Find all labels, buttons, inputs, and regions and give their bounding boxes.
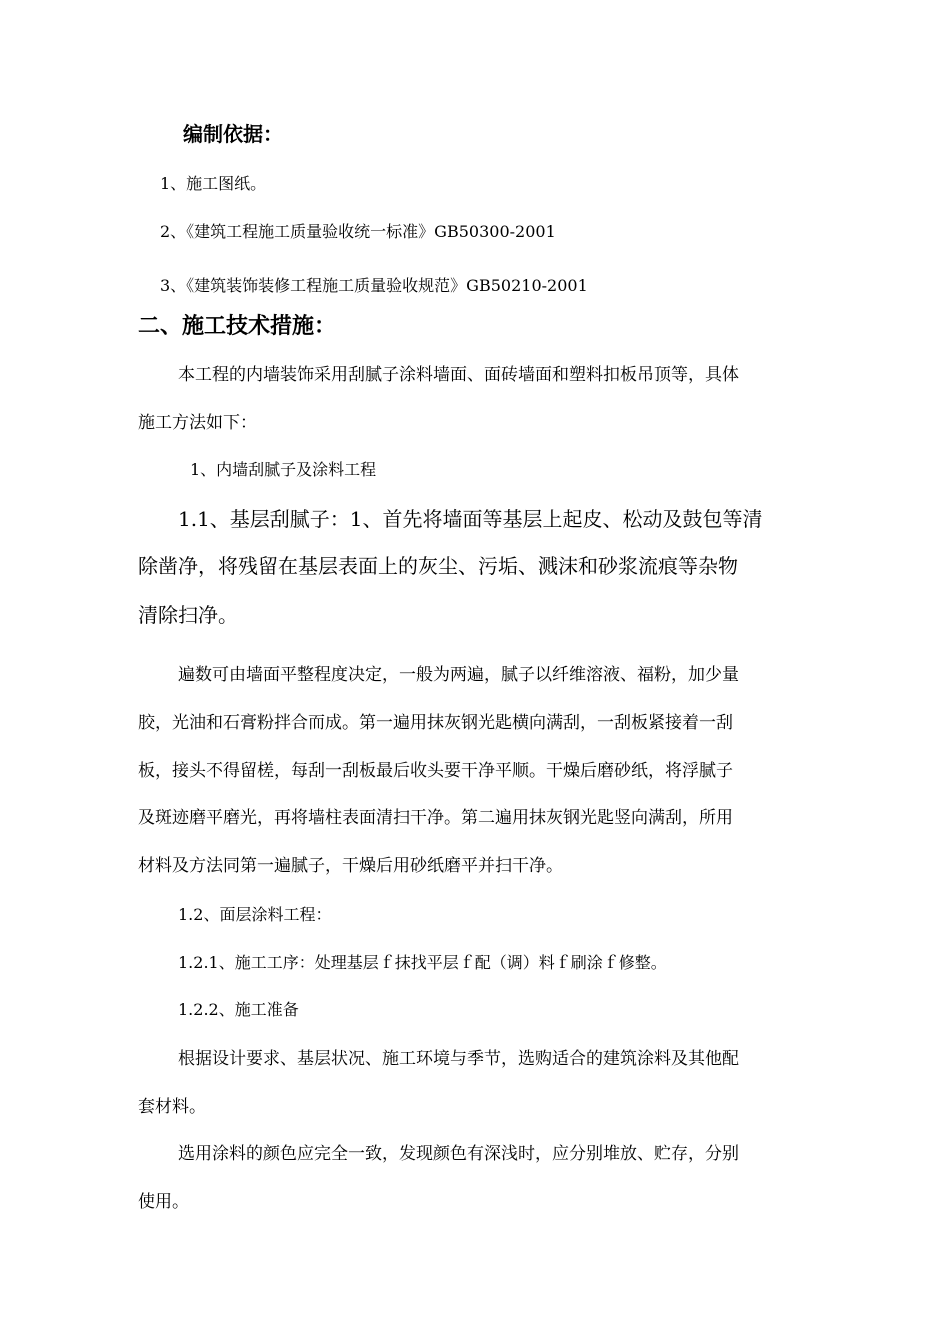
color-line-2: 使用。 — [138, 1192, 189, 1212]
basis-item-1: 1、施工图纸。 — [160, 174, 267, 193]
item122-line: 1.2.2、施工准备 — [178, 1000, 299, 1019]
putty-line-5: 材料及方法同第一遍腻子，干燥后用砂纸磨平并扫干净。 — [138, 856, 563, 876]
item12-title: 1.2、面层涂料工程： — [178, 905, 332, 924]
color-line-1: 选用涂料的颜色应完全一致，发现颜色有深浅时，应分别堆放、贮存，分别 — [178, 1144, 739, 1164]
putty-line-3: 板，接头不得留槎，每刮一刮板最后收头要干净平顺。干燥后磨砂纸，将浮腻子 — [138, 761, 733, 781]
item121-line: 1.2.1、施工工序：处理基层ｆ抹找平层ｆ配（调）料ｆ刷涂ｆ修整。 — [178, 953, 667, 972]
putty-line-4: 及斑迹磨平磨光，再将墙柱表面清扫干净。第二遍用抹灰钢光匙竖向满刮，所用 — [138, 808, 733, 828]
prep-line-1: 根据设计要求、基层状况、施工环境与季节，选购适合的建筑涂料及其他配 — [178, 1049, 739, 1069]
intro-line-2: 施工方法如下： — [138, 413, 257, 433]
basis-item-3: 3、《建筑装饰装修工程施工质量验收规范》GB50210-2001 — [160, 276, 588, 295]
section2-heading: 二、施工技术措施： — [138, 314, 337, 339]
putty-line-1: 遍数可由墙面平整程度决定，一般为两遍，腻子以纤维溶液、福粉，加少量 — [178, 665, 739, 685]
item11-line-3: 清除扫净。 — [138, 603, 238, 627]
basis-item-2: 2、《建筑工程施工质量验收统一标准》GB50300-2001 — [160, 222, 556, 241]
intro-line-1: 本工程的内墙装饰采用刮腻子涂料墙面、面砖墙面和塑料扣板吊顶等，具体 — [178, 365, 739, 385]
basis-heading: 编制依据： — [183, 122, 283, 146]
putty-line-2: 胶，光油和石膏粉拌合而成。第一遍用抹灰钢光匙横向满刮，一刮板紧接着一刮 — [138, 713, 733, 733]
item11-line-2: 除凿净，将残留在基层表面上的灰尘、污垢、溅沫和砂浆流痕等杂物 — [138, 554, 738, 578]
item11-line-1: 1.1、基层刮腻子：1、首先将墙面等基层上起皮、松动及鼓包等清 — [178, 507, 763, 531]
item1-title: 1、内墙刮腻子及涂料工程 — [190, 460, 377, 479]
prep-line-2: 套材料。 — [138, 1097, 206, 1117]
